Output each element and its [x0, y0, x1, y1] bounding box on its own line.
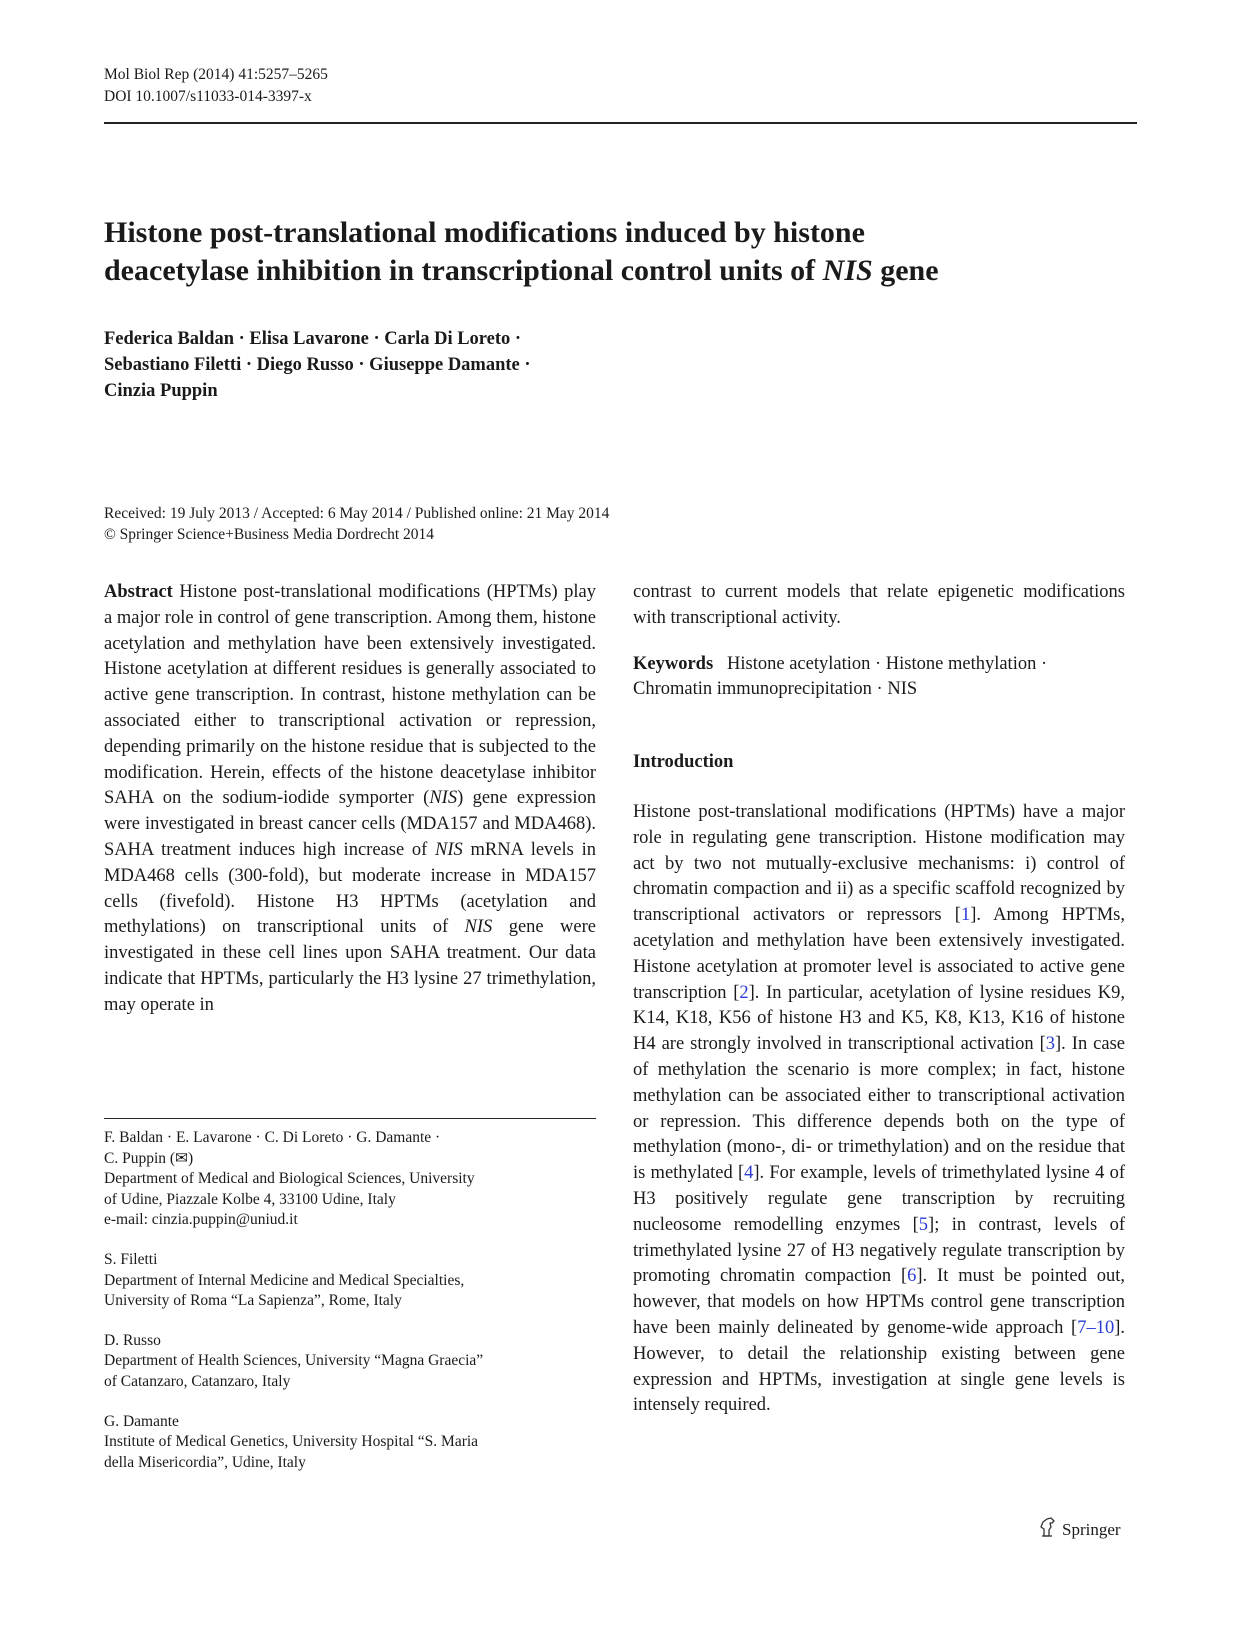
- title-line-2-end: gene: [872, 254, 939, 287]
- abstract-text-3: mRNA levels in MDA468 cells (300-fold), but moderate increase in MDA157 cells (fivefold). Histone H3 HPTMs (acetylation and methylations) on transcriptional units of: [104, 839, 596, 938]
- affiliation-address: della Misericordia”, Udine, Italy: [104, 1453, 306, 1471]
- publisher-footer: [1038, 1516, 1121, 1543]
- abstract-text-2: ) gene expression were investigated in breast cancer cells (MDA157 and MDA468). SAHA treatment induces high increase of: [104, 788, 596, 860]
- journal-citation: Mol Biol Rep (2014) 41:5257–5265: [104, 66, 328, 83]
- abstract-gene-1: NIS: [429, 788, 458, 809]
- abstract-continuation: contrast to current models that relate epigenetic modifications with transcriptional activity.: [633, 582, 1125, 628]
- intro-text: ]. It must be pointed out, however, that models on how HPTMs control gene transcription have been mainly delineated by genome-wide approach [: [633, 1266, 1125, 1338]
- citation-link[interactable]: 7–10: [1077, 1317, 1115, 1338]
- affiliation-names: D. Russo: [104, 1331, 161, 1349]
- author-list: [104, 326, 531, 404]
- abstract-text-1: Histone post-translational modifications (HPTMs) play a major role in control of gene transcription. Among them, histone acetylation and methylation have been extensively investigated. Histone acetylation at different residues is generally associated to active gene transcription. In contrast, histone methylation can be associated either to transcriptional activation or repression, depending primarily on the histone residue that is subjected to the modification. Herein, effects of the histone deacetylase inhibitor SAHA on the sodium-iodide symporter (: [104, 582, 596, 809]
- springer-horse-icon: [1038, 1516, 1058, 1543]
- abstract-text-4: gene were investigated in these cell lines upon SAHA treatment. Our data indicate that HPTMs, particularly the H3 lysine 27 trimethylation, may operate in: [104, 917, 596, 1015]
- citation-link[interactable]: 3: [1045, 1034, 1056, 1055]
- affiliation-catanzaro: [104, 1331, 596, 1393]
- abstract-column: [104, 580, 596, 1019]
- doi: DOI 10.1007/s11033-014-3397-x: [104, 88, 312, 105]
- intro-text: ]. However, to detail the relationship existing between gene expression and HPTMs, investigation at single gene levels is intensely required.: [633, 1317, 1125, 1416]
- intro-text: ]; in contrast, levels of trimethylated lysine 27 of H3 negatively regulate transcription by promoting chromatin compaction [: [633, 1214, 1125, 1287]
- author-line-3: Cinzia Puppin: [104, 381, 218, 401]
- citation-link[interactable]: 4: [744, 1163, 754, 1184]
- footnote-rule: [104, 1118, 596, 1119]
- affiliations: [104, 1128, 596, 1492]
- abstract-gene-3: NIS: [464, 917, 493, 938]
- title-line-2-start: deacetylase inhibition in transcriptional control units of: [104, 254, 823, 287]
- author-line-1: Federica Baldan · Elisa Lavarone · Carla Di Loreto ·: [104, 329, 522, 349]
- title-gene-name: NIS: [822, 254, 873, 287]
- abstract-gene-2: NIS: [435, 839, 463, 860]
- citation-link[interactable]: 2: [739, 982, 749, 1003]
- publication-history: [104, 503, 609, 545]
- affiliation-corresponding: C. Puppin (✉): [104, 1149, 194, 1167]
- keywords-paragraph: [633, 652, 1125, 704]
- affiliation-udine: [104, 1128, 596, 1231]
- intro-text: Histone post-translational modifications (HPTMs) have a major role in regulating gene transcription. Histone modification may act by two not mutually-exclusive mechanisms: i) control of chromatin compaction and ii) as a specific scaffold recognized by transcriptional activators or repressors [: [633, 801, 1125, 926]
- intro-text: ]. For example, levels of trimethylated lysine 4 of H3 positively regulate gene transcription by recruiting nucleosome remodelling enzymes [: [633, 1163, 1125, 1235]
- received-accepted-published: Received: 19 July 2013 / Accepted: 6 May 2014 / Published online: 21 May 2014: [104, 505, 610, 522]
- introduction-heading: Introduction: [633, 752, 734, 773]
- affiliation-dept: Institute of Medical Genetics, University Hospital “S. Maria: [104, 1433, 479, 1451]
- affiliation-dept: Department of Medical and Biological Sciences, University: [104, 1170, 475, 1188]
- intro-text: ]. Among HPTMs, acetylation and methylation have been extensively investigated. Histone acetylation at promoter level is associated to active gene transcription [: [633, 905, 1125, 1003]
- abstract-heading: Abstract: [104, 582, 173, 602]
- affiliation-email[interactable]: e-mail: cinzia.puppin@uniud.it: [104, 1211, 298, 1229]
- introduction-paragraph: [633, 800, 1125, 1419]
- article-title: [104, 214, 1137, 290]
- abstract-paragraph: [104, 580, 596, 1019]
- citation-link[interactable]: 6: [907, 1266, 917, 1287]
- affiliation-address: of Catanzaro, Catanzaro, Italy: [104, 1372, 291, 1390]
- publisher-name: Springer: [1062, 1519, 1121, 1539]
- header-rule: [104, 122, 1137, 124]
- affiliation-genetics: [104, 1412, 596, 1474]
- affiliation-names: G. Damante: [104, 1412, 179, 1430]
- right-column: [633, 580, 1125, 1419]
- title-line-1: Histone post-translational modifications induced by histone: [104, 216, 865, 249]
- intro-text: ]. In particular, acetylation of lysine residues K9, K14, K18, K56 of histone H3 and K5, K8, K13, K16 of histone H4 are strongly involved in transcriptional activation [: [633, 982, 1125, 1055]
- keywords-heading: Keywords: [633, 653, 714, 674]
- affiliation-address: of Udine, Piazzale Kolbe 4, 33100 Udine, Italy: [104, 1190, 396, 1208]
- affiliation-rome: [104, 1250, 596, 1312]
- intro-text: ]. In case of methylation the scenario is more complex; in fact, histone methylation can be associated either to transcriptional activation or repression. This difference depends both on the type of methylation (mono-, di- or trimethylation) and on the residue that is methylated [: [633, 1034, 1125, 1184]
- affiliation-names: S. Filetti: [104, 1250, 158, 1268]
- affiliation-dept: Department of Health Sciences, University “Magna Graecia”: [104, 1352, 484, 1370]
- journal-info: [104, 64, 328, 108]
- affiliation-names: F. Baldan · E. Lavarone · C. Di Loreto · G. Damante ·: [104, 1129, 441, 1146]
- copyright-notice: © Springer Science+Business Media Dordrecht 2014: [104, 526, 435, 543]
- keywords-text: Histone acetylation · Histone methylation · Chromatin immunoprecipitation · NIS: [633, 653, 1048, 700]
- author-line-2: Sebastiano Filetti · Diego Russo · Giuseppe Damante ·: [104, 355, 531, 375]
- citation-link[interactable]: 1: [960, 905, 971, 926]
- citation-link[interactable]: 5: [918, 1214, 929, 1235]
- affiliation-dept: Department of Internal Medicine and Medical Specialties,: [104, 1271, 465, 1289]
- affiliation-address: University of Roma “La Sapienza”, Rome, Italy: [104, 1292, 402, 1310]
